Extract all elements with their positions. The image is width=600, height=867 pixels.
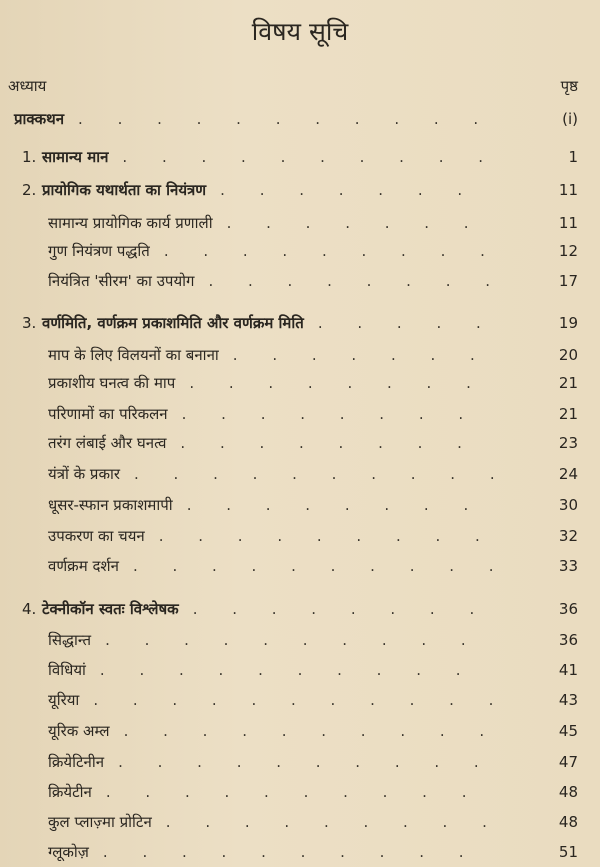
- leader-dots: . . . . . . . . . .: [105, 631, 496, 649]
- toc-entry-title: सामान्य मान: [42, 148, 109, 166]
- toc-entry-title: विधियां: [48, 661, 86, 679]
- leader-dots: . . . . . . .: [232, 346, 505, 364]
- leader-dots: . . . . . . . . . .: [123, 722, 515, 740]
- toc-page-number: 45: [558, 722, 578, 740]
- toc-chapter-row: [0, 308, 600, 338]
- toc-entry-title: सिद्धान्त: [48, 631, 92, 649]
- toc-entry-title: गुण नियंत्रण पद्धति: [48, 242, 150, 260]
- toc-entry-title: ग्लूकोज़: [48, 843, 89, 861]
- leader-dots: . . . . . . . . .: [163, 242, 515, 260]
- toc-section-row: [0, 399, 600, 429]
- toc-page-number: 20: [558, 346, 578, 364]
- toc-page-number: 1: [568, 148, 578, 166]
- toc-section-row: [0, 837, 600, 867]
- leader-dots: . . . . . . . . . .: [134, 465, 525, 483]
- toc-section-row: [0, 368, 600, 398]
- toc-section-row: [0, 266, 600, 296]
- toc-section-row: [0, 340, 600, 370]
- toc-chapter-row: [0, 142, 600, 172]
- toc-page-number: (i): [562, 110, 578, 128]
- toc-page-number: 32: [558, 527, 578, 545]
- leader-dots: . . . . . . . .: [208, 272, 521, 290]
- toc-page-number: 11: [558, 214, 578, 232]
- toc-entry-title: उपकरण का चयन: [48, 527, 145, 545]
- leader-dots: . . . . . . . . . .: [102, 843, 494, 861]
- toc-section-row: [0, 490, 600, 520]
- toc-page-number: 36: [558, 631, 578, 649]
- toc-page-number: 24: [558, 465, 578, 483]
- toc-page-number: 33: [558, 557, 578, 575]
- toc-entry-title: तरंग लंबाई और घनत्व: [48, 434, 167, 452]
- toc-section-row: [0, 625, 600, 655]
- leader-dots: . . . . . . . . .: [158, 527, 510, 545]
- toc-page-number: 17: [558, 272, 578, 290]
- toc-section-row: [0, 747, 600, 777]
- toc-entry-title: सामान्य प्रायोगिक कार्य प्रणाली: [48, 214, 213, 232]
- toc-entry-title: क्रियेटिनीन: [48, 753, 105, 771]
- chapter-number: 2.: [22, 181, 37, 199]
- toc-page-number: 51: [558, 843, 578, 861]
- page-column-header: पृष्ठ: [560, 77, 578, 95]
- toc-page-number: 23: [558, 434, 578, 452]
- toc-page-number: 48: [558, 813, 578, 831]
- toc-page-number: 21: [558, 374, 578, 392]
- leader-dots: . . . . . . .: [226, 214, 499, 232]
- leader-dots: . . . . . . . . . .: [132, 557, 524, 575]
- toc-section-row: [0, 655, 600, 685]
- leader-dots: . . . . . . . . . . .: [93, 691, 524, 709]
- toc-entry-title: यूरिक अम्ल: [48, 722, 110, 740]
- toc-entry-title: यूरिया: [48, 691, 80, 709]
- toc-entry-title: प्रकाशीय घनत्व की माप: [48, 374, 176, 392]
- toc-entry-title: प्राक्कथन: [14, 110, 65, 128]
- toc-section-row: [0, 551, 600, 581]
- toc-entry-title: वर्णक्रम दर्शन: [48, 557, 119, 575]
- toc-entry-title: वर्णमिति, वर्णक्रम प्रकाशमिति और वर्णक्रम मिति: [42, 314, 304, 332]
- toc-page-number: 12: [558, 242, 578, 260]
- leader-dots: . . . . . . . . . .: [122, 148, 514, 166]
- leader-dots: . . . . . . . .: [189, 374, 501, 392]
- chapter-column-header: अध्याय: [8, 77, 47, 95]
- chapter-number: 3.: [22, 314, 37, 332]
- toc-chapter-row: [0, 175, 600, 205]
- chapter-number: 4.: [22, 600, 37, 618]
- toc-page-number: 41: [558, 661, 578, 679]
- leader-dots: . . . . . . . .: [192, 600, 505, 618]
- toc-page-number: 43: [558, 691, 578, 709]
- toc-page-number: 36: [558, 600, 578, 618]
- leader-dots: . . . . . . . .: [181, 405, 494, 423]
- leader-dots: . . . . . . . . . . .: [78, 110, 509, 128]
- toc-section-row: [0, 807, 600, 837]
- toc-section-row: [0, 459, 600, 489]
- toc-section-row: [0, 208, 600, 238]
- toc-entry-title: प्रायोगिक यथार्थता का नियंत्रण: [42, 181, 207, 199]
- chapter-number: 1.: [22, 148, 37, 166]
- toc-section-row: [0, 428, 600, 458]
- page-title: विषय सूचि: [251, 17, 349, 46]
- toc-page-number: 48: [558, 783, 578, 801]
- toc-entry-title: परिणामों का परिकलन: [48, 405, 168, 423]
- toc-page-number: 19: [558, 314, 578, 332]
- leader-dots: . . . . . . . .: [186, 496, 499, 514]
- toc-page-number: 11: [558, 181, 578, 199]
- toc-entry-title: कुल प्लाज़्मा प्रोटिन: [48, 813, 152, 831]
- toc-entry-title: यंत्रों के प्रकार: [48, 465, 120, 483]
- leader-dots: . . . . . . . .: [180, 434, 492, 452]
- toc-page-number: 30: [558, 496, 578, 514]
- leader-dots: . . . . . . . . .: [165, 813, 517, 831]
- leader-dots: . . . . . . . . . .: [105, 783, 497, 801]
- leader-dots: . . . . . . .: [220, 181, 493, 199]
- toc-section-row: [0, 236, 600, 266]
- leader-dots: . . . . .: [317, 314, 511, 332]
- toc-entry-title: माप के लिए विलयनों का बनाना: [48, 346, 219, 364]
- toc-chapter-row: [0, 104, 600, 134]
- toc-entry-title: क्रियेटीन: [48, 783, 92, 801]
- toc-entry-title: धूसर-स्फान प्रकाशमापी: [48, 496, 173, 514]
- toc-entry-title: टेक्नीकॉन स्वतः विश्लेषक: [42, 600, 179, 618]
- toc-page-number: 47: [558, 753, 578, 771]
- toc-section-row: [0, 777, 600, 807]
- leader-dots: . . . . . . . . . .: [118, 753, 509, 771]
- toc-section-row: [0, 716, 600, 746]
- leader-dots: . . . . . . . . . .: [99, 661, 491, 679]
- toc-page-number: 21: [558, 405, 578, 423]
- toc-entry-title: नियंत्रित 'सीरम' का उपयोग: [48, 272, 195, 290]
- toc-section-row: [0, 685, 600, 715]
- toc-chapter-row: [0, 594, 600, 624]
- toc-section-row: [0, 521, 600, 551]
